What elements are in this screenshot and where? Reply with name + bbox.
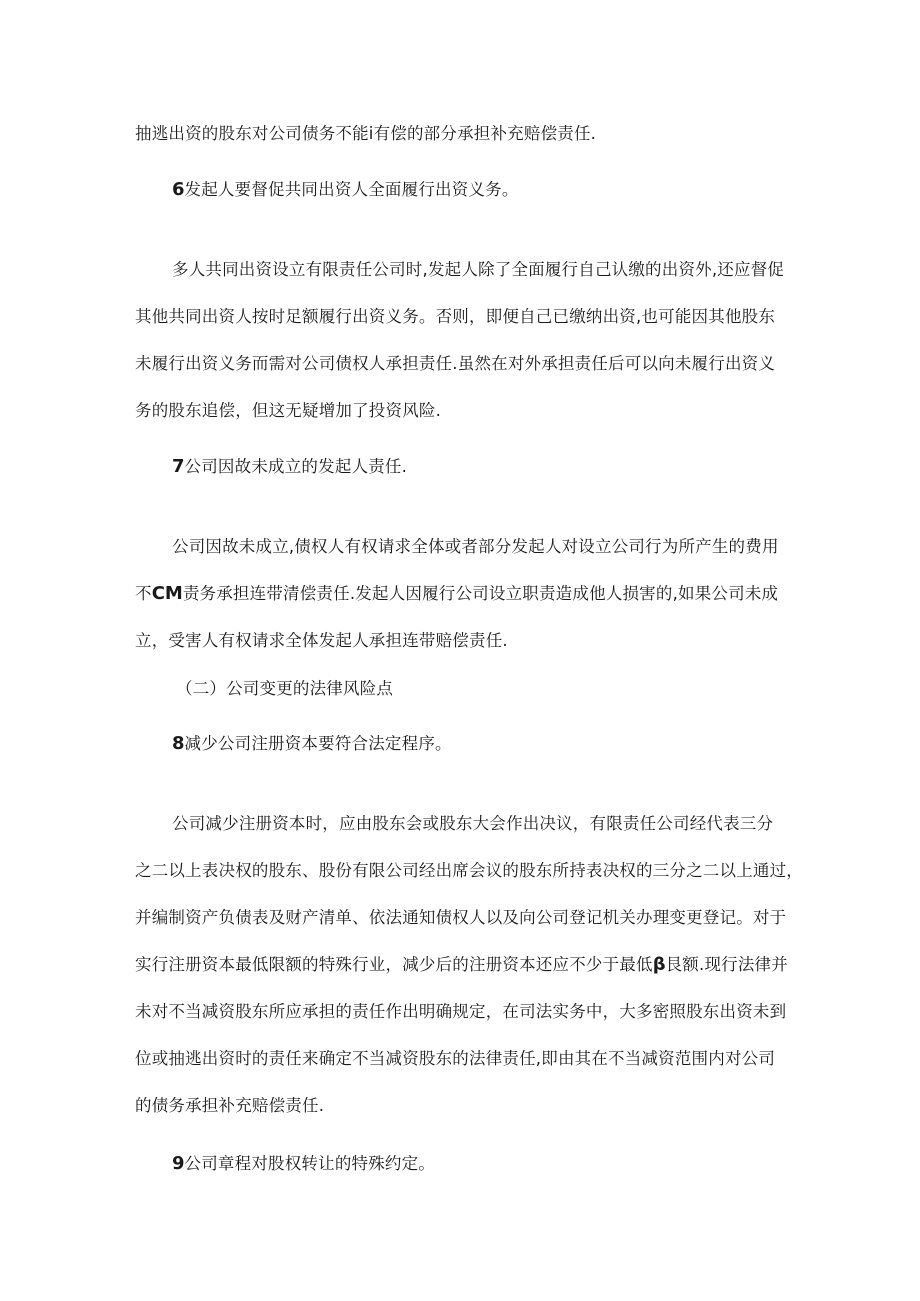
item-number: 9	[172, 1153, 185, 1174]
paragraph-line	[135, 582, 778, 606]
text-span-bold: β	[652, 954, 666, 975]
text-span: 实行注册资本最低限额的特殊行业，减少后的注册资本还应不少于最低	[135, 955, 653, 974]
paragraph-line: 公司因故未成立,债权人有权请求全体或者部分发起人对设立公司行为所产生的费用	[172, 537, 779, 556]
item-title: 公司章程对股权转让的特殊约定。	[184, 1154, 436, 1173]
paragraph-line: 立，受害人有权请求全体发起人承担连带赔偿责任.	[135, 631, 508, 650]
paragraph-line: 位或抽逃出资时的责任来确定不当减资股东的法律责任,即由其在不当减资范围内对公司	[135, 1049, 776, 1068]
section-heading: （二）公司变更的法律风险点	[176, 679, 394, 698]
text-span-bold: CM	[151, 583, 183, 604]
item-6-heading	[172, 178, 519, 202]
text-span: 责务承担连带清偿责任.发起人因履行公司设立职责造成他人损害的,如果公司未成	[182, 584, 779, 603]
paragraph-line: 的债务承担补充赔偿责任.	[135, 1096, 325, 1115]
item-number: 7	[172, 456, 185, 477]
text-span: 不	[135, 584, 152, 603]
item-8-heading	[172, 732, 452, 756]
item-number: 8	[172, 733, 185, 754]
paragraph-line: 公司减少注册资本时，应由股东会或股东大会作出决议，有限责任公司经代表三分	[172, 814, 774, 833]
paragraph-line: 务的股东追偿，但这无疑增加了投资风险.	[135, 401, 442, 420]
item-9-heading	[172, 1152, 435, 1176]
item-title: 发起人要督促共同出资人全面履行出资义务。	[184, 180, 519, 199]
item-7-heading	[172, 455, 407, 479]
item-number: 6	[172, 179, 185, 200]
paragraph-line: 之二以上表决权的股东、股份有限公司经出席会议的股东所持表决权的三分之二以上通过，	[135, 861, 803, 880]
paragraph-line	[135, 953, 788, 977]
paragraph-line: 未履行出资义务而需对公司债权人承担责任.虽然在对外承担责任后可以向未履行出资义	[135, 354, 776, 373]
paragraph-line: 其他共同出资人按时足额履行出资义务。否则，即便自己已缴纳出资,也可能因其他股东	[135, 307, 776, 326]
text-span: 艮额.现行法律并	[665, 955, 788, 974]
item-title: 公司因故未成立的发起人责任.	[184, 457, 408, 476]
item-title: 减少公司注册资本要符合法定程序。	[184, 734, 452, 753]
paragraph-line: 未对不当减资股东所应承担的责任作出明确规定，在司法实务中，大多密照股东出资未到	[135, 1002, 787, 1021]
paragraph-line: 并编制资产负债表及财产清单、依法通知债权人以及向公司登记机关办理变更登记。对于	[135, 908, 787, 927]
paragraph-line: 多人共同出资设立有限责任公司时,发起人除了全面履行自己认缴的出资外,还应督促	[172, 260, 785, 279]
paragraph-line: 抽逃出资的股东对公司债务不能i有偿的部分承担补充赔偿责任.	[135, 124, 597, 143]
